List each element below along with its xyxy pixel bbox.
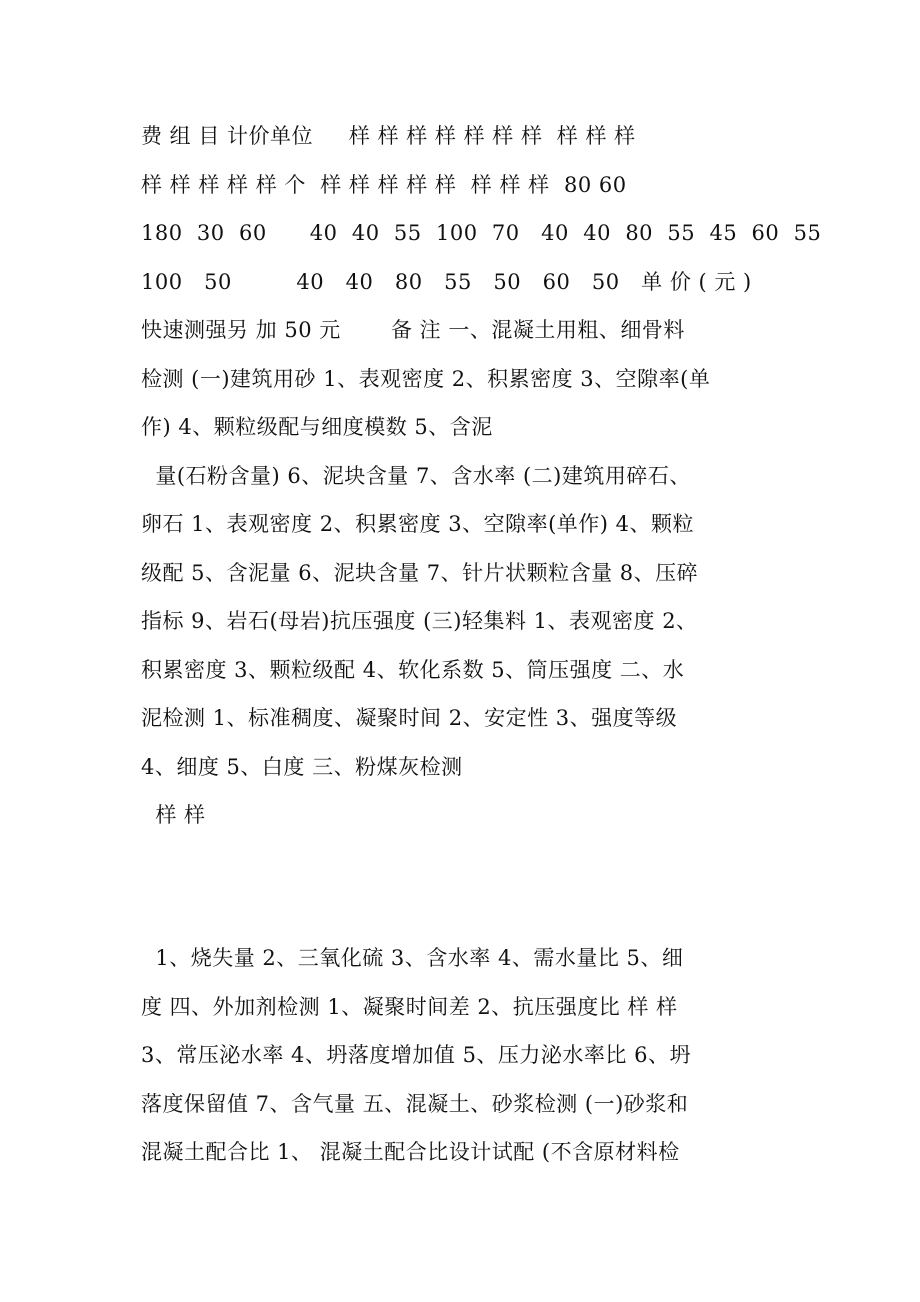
text-line: 落度保留值 7、含气量 五、混凝土、砂浆检测 (一)砂浆和 bbox=[141, 1091, 689, 1116]
text-line: 4、细度 5、白度 三、粉煤灰检测 bbox=[141, 754, 463, 779]
text-line: 指标 9、岩石(母岩)抗压强度 (三)轻集料 1、表观密度 2、 bbox=[141, 609, 698, 633]
text-line: 100 50 40 40 80 55 50 60 50 单 价 ( 元 ) bbox=[141, 269, 752, 294]
text-block-lower bbox=[141, 934, 791, 1177]
text-line: 样 样 bbox=[141, 803, 206, 827]
text-line: 检测 (一)建筑用砂 1、表观密度 2、积累密度 3、空隙率(单 bbox=[141, 366, 711, 391]
text-line: 卵石 1、表观密度 2、积累密度 3、空隙率(单作) 4、颗粒 bbox=[141, 512, 695, 536]
text-line: 积累密度 3、颗粒级配 4、软化系数 5、筒压强度 二、水 bbox=[141, 657, 685, 682]
text-line: 180 30 60 40 40 55 100 70 40 40 80 55 45 60 55 bbox=[141, 221, 822, 245]
text-line: 度 四、外加剂检测 1、凝聚时间差 2、抗压强度比 样 样 bbox=[141, 994, 678, 1019]
text-line: 样 样 样 样 样 个 样 样 样 样 样 样 样 样 80 60 bbox=[141, 172, 627, 197]
text-line: 量(石粉含量) 6、泥块含量 7、含水率 (二)建筑用碎石、 bbox=[141, 463, 691, 488]
text-line: 1、烧失量 2、三氧化硫 3、含水率 4、需水量比 5、细 bbox=[141, 946, 684, 970]
text-line: 快速测强另 加 50 元 备 注 一、混凝土用粗、细骨料 bbox=[141, 318, 685, 342]
text-line: 费 组 目 计价单位 样 样 样 样 样 样 样 样 样 样 bbox=[141, 124, 636, 148]
text-line: 级配 5、含泥量 6、泥块含量 7、针片状颗粒含量 8、压碎 bbox=[141, 560, 699, 585]
text-line: 混凝土配合比 1、 混凝土配合比设计试配 (不含原材料检 bbox=[141, 1140, 680, 1164]
text-block-upper bbox=[141, 112, 822, 840]
text-line: 作) 4、颗粒级配与细度模数 5、含泥 bbox=[141, 415, 493, 439]
text-line: 泥检测 1、标准稠度、凝聚时间 2、安定性 3、强度等级 bbox=[141, 706, 678, 730]
text-line: 3、常压泌水率 4、坍落度增加值 5、压力泌水率比 6、坍 bbox=[141, 1043, 691, 1067]
